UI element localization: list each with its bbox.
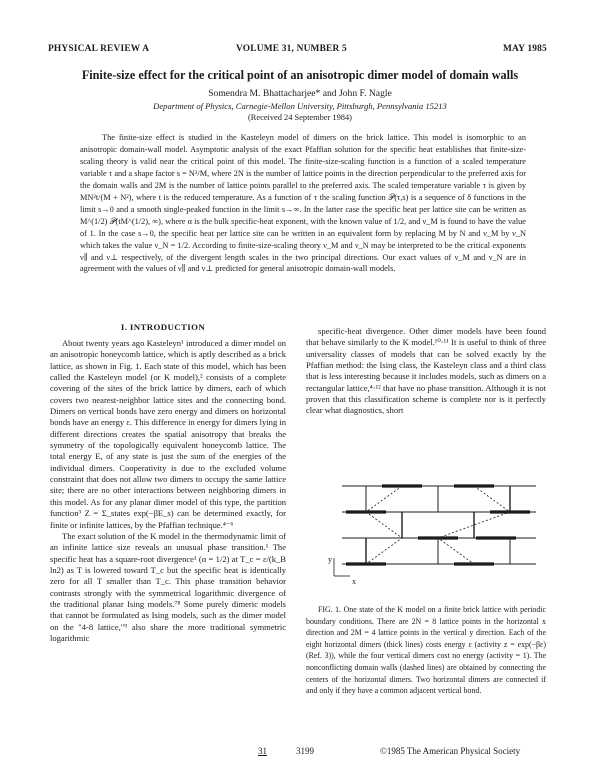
paragraph: About twenty years ago Kasteleyn¹ introduced a dimer model on an anisotropic honeycomb lattice, which is aptly described as a brick lattice, as shown in Fig. 1. Each state of this model, which has been called the Kasteleyn model (or K model),² consists of a complete covering of the sites of the brick lattice by dimers, each of which covers two nearest-neighbor lattice sites and the connecting bond. Dimers on vertical bonds have zero energy and dimers on horizontal bonds have an energy ε. This difference in energy for dimers lying in different directions creates the spatial anisotropy that breaks the symmetry of the topologically equivalent honeycomb lattice. The total energy E, of any state is just the sum of the energies of the individual dimers. Cooperativity is due to the excluded volume constraint that does not allow two dimers to occupy the same lattice site; there are no other interactions between neighboring dimers in this model. As for any planar dimer model of this type, the partition function³ Z = Σ_states exp(−βE_s) can be determined exactly, for finite or infinite lattices, by the Pfaffian technique.⁴⁻⁶ [50, 338, 286, 530]
affiliation: Department of Physics, Carnegie-Mellon University, Pittsburgh, Pennsylvania 15213 [153, 101, 447, 111]
abstract-text: The finite-size effect is studied in the Kasteleyn model of dimers on the brick lattice. This model is isomorphic to an anisotropic domain-wall model. Asymptotic analysis of the exact Pfaffian solution for the specific heat establishes that finite-size-scaling theory is valid near the critical point of this model. The finite-size-scaling function is a function of a scaled temperature variable τ and a shape factor s = N²/M, where 2N is the number of lattice points in the direction perpendicular to the preferred axis for the domain walls and 2M is the number of lattice points parallel to the preferred axis. The scaled temperature variable τ is given by MN²t/(M + N²), where t is the reduced temperature. As a function of τ the scaling function 𝒫(τ,s) is a sequence of δ functions in the limit s→0 and a smooth single-peaked function in the limit s→∞. In the latter case the specific heat per lattice site can be written as M^(1/2) 𝒫(tM^(1/2), ∞), where α is the bulk specific-heat exponent, with the known value of 1/2, and ν_M is found to have the value of 1. In the case s→0, the specific heat per lattice site can be written in an equivalent form by replacing M by N and ν_M by ν_N which takes the value ν_N = 1/2. According to finite-size-scaling theory ν_M and ν_N may be interpreted to be the critical exponents ν∥ and ν⊥ respectively, of the divergent length scales in the two principal directions. Our exact values of ν_M and ν_N are in agreement with the values of ν∥ and ν⊥ predicted for general anisotropic domain-wall models. [80, 133, 526, 274]
authors: Somendra M. Bhattacharjee* and John F. Nagle [208, 88, 392, 99]
paper-title: Finite-size effect for the critical point of an anisotropic dimer model of domain walls [81, 68, 519, 82]
brick-lattice-figure [326, 472, 544, 592]
page-marker: 31 [258, 746, 267, 756]
figure-caption [306, 604, 546, 697]
body-column-right [306, 326, 546, 417]
caption-text: FIG. 1. One state of the K model on a finite brick lattice with periodic boundary conditions. There are 2N = 8 lattice points in the horizontal x direction and 2M = 4 lattice points in the vertical y direction. Each of the eight horizontal dimers (thick lines) costs energy ε (activity z = exp(−βε) (Ref. 3)), while the four vertical dimers cost no energy (activity = 1). The nonconflicting domain walls (dashed lines) are obtained by connecting the centers of the horizontal dimers. Two horizontal dimers are connected if and only if they have a common adjacent vertical bond. [306, 605, 546, 696]
y-axis-label: y [328, 555, 332, 564]
domain-wall [366, 486, 402, 564]
received-date: (Received 24 September 1984) [248, 113, 352, 122]
paragraph: The exact solution of the K model in the thermodynamic limit of an infinite lattice size reveals an unusual phase transition.¹ The specific heat has a square-root divergence¹ (α = 1/2) at T_c = ε/(k_B ln2) as T is lowered toward T_c but the specific heat is identically zero for all T smaller than T_c. This phase transition behavior contrasts strongly with the symmetrical logarithmic divergence of the traditional planar Ising models.⁷⁸ Some purely dimeric models that cannot be formulated as Ising models, such as the dimer model on the "4-8 lattice,"⁹ also share the more traditional symmetric logarithmic [50, 530, 286, 643]
copyright: ©1985 The American Physical Society [380, 746, 521, 756]
abstract [80, 132, 526, 275]
paragraph: specific-heat divergence. Other dimer models have been found that behave similarly to the K model.¹⁰·¹¹ It is useful to think of three universality classes of models that can be solved exactly by the Pfaffian method: the Ising class, the Kasteleyn class and a third class that is less interesting because it includes models, such as dimers on a rectangular lattice,⁴·¹² that have no phase transition. Although it is not proven that this classification scheme is complete nor is it perfectly clear what diagnostics, short [306, 326, 546, 416]
body-column-left [50, 338, 286, 644]
x-axis-label: x [352, 577, 356, 586]
journal-name: PHYSICAL REVIEW A [48, 44, 150, 54]
volume-info: VOLUME 31, NUMBER 5 [236, 44, 347, 54]
issue-date: MAY 1985 [503, 44, 547, 54]
section-heading: I. INTRODUCTION [120, 322, 206, 332]
page-number: 3199 [296, 746, 314, 756]
